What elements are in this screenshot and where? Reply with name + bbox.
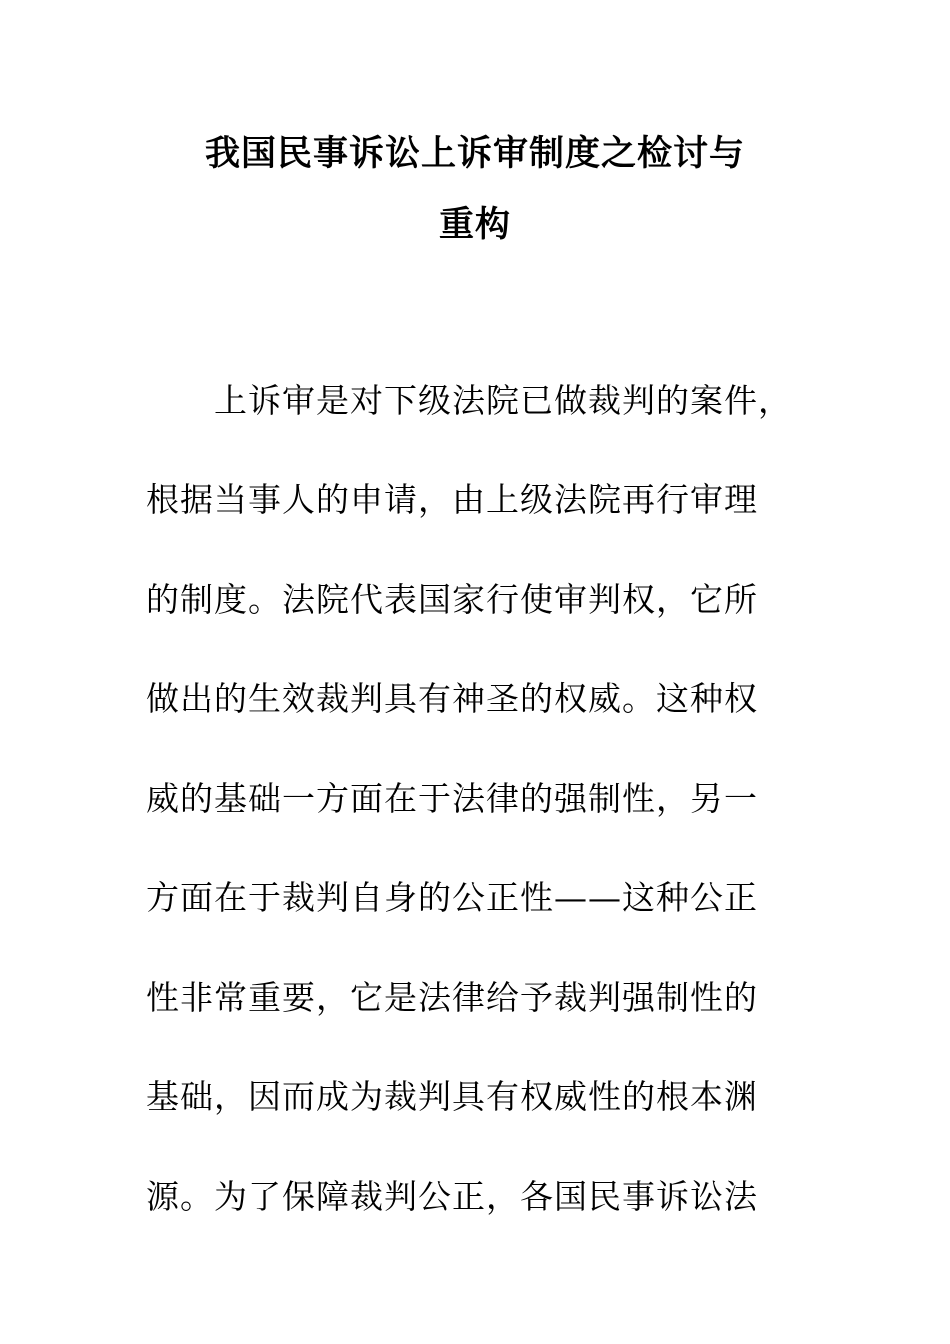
document-title-line-1: 我国民事诉讼上诉审制度之检讨与	[204, 134, 745, 174]
document-title-line-2: 重构	[438, 205, 511, 245]
paragraph-line-3: 的制度。法院代表国家行使审判权，它所	[146, 580, 758, 619]
paragraph-line-2: 根据当事人的申请，由上级法院再行审理	[146, 480, 758, 519]
paragraph-line-1: 上诉审是对下级法院已做裁判的案件，	[214, 381, 792, 420]
paragraph-line-5: 威的基础一方面在于法律的强制性，另一	[146, 779, 758, 818]
paragraph-line-8: 基础，因而成为裁判具有权威性的根本渊	[146, 1077, 758, 1116]
paragraph-line-7: 性非常重要，它是法律给予裁判强制性的	[146, 978, 758, 1017]
paragraph-line-6: 方面在于裁判自身的公正性——这种公正	[146, 878, 758, 917]
paragraph-line-4: 做出的生效裁判具有神圣的权威。这种权	[146, 679, 758, 718]
paragraph-line-9: 源。为了保障裁判公正，各国民事诉讼法	[146, 1177, 758, 1216]
